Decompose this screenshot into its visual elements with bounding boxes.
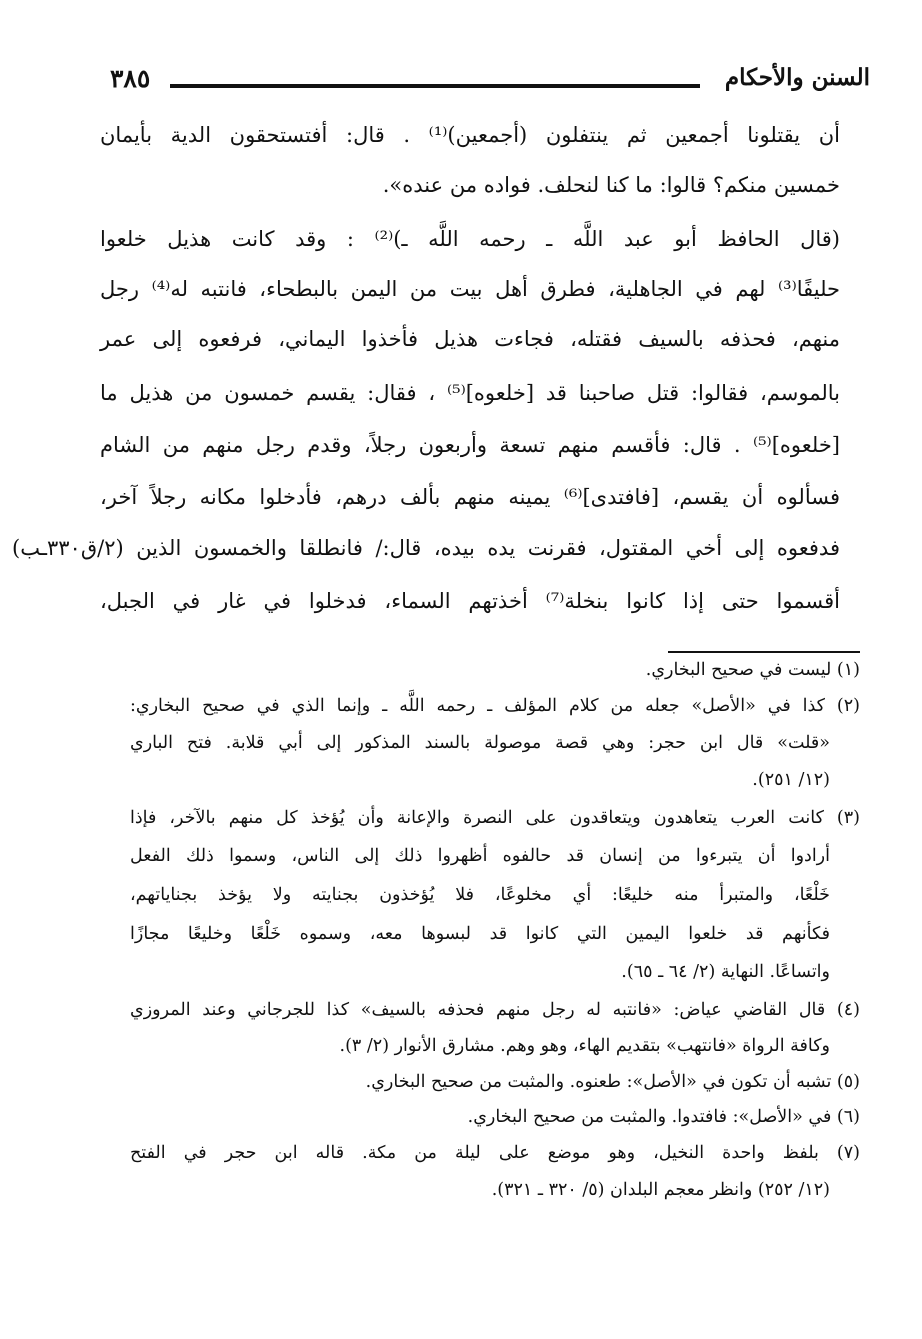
footnote-line: (٦) في «الأصل»: فافتدوا. والمثبت من صحيح البخاري. (467, 1107, 860, 1127)
footnote-line: خَلْعًا، والمتبرأ منه خليعًا: أي مخلوعًا، فلا يُؤخذون بجنايته ولا يؤخذ بجناياتهم، (130, 885, 830, 905)
page-header (110, 62, 870, 102)
body-line: خمسين منكم؟ قالوا: ما كنا لنحلف. فواده من عنده». (382, 173, 840, 197)
body-line: حليفًا⁽³⁾ لهم في الجاهلية، فطرق أهل بيت من اليمن بالبطحاء، فانتبه له⁽⁴⁾ رجل (100, 277, 841, 301)
footnote-line: أرادوا أن يتبرءوا من إنسان قد حالفوه أظهروا ذلك إلى الناس، وسموا ذلك الفعل (130, 846, 830, 866)
footnote-line: (٧) بلفظ واحدة النخيل، وهو موضع على ليلة من مكة. قاله ابن حجر في الفتح (130, 1143, 860, 1163)
body-line: أقسموا حتى إذا كانوا بنخلة⁽⁷⁾ أخذتهم السماء، فدخلوا في غار في الجبل، (100, 589, 840, 613)
body-line: [خلعوه]⁽⁵⁾ . قال: فأقسم منهم تسعة وأربعون رجلاً، وقدم رجل منهم من الشام (100, 433, 840, 457)
footnote-separator (668, 651, 860, 653)
body-line: أن يقتلونا أجمعين ثم ينتفلون (أجمعين)⁽¹⁾ . قال: أفتستحقون الدية بأيمان (100, 123, 841, 147)
footnote-line: واتساعًا. النهاية (٢/ ٦٤ ـ ٦٥). (621, 962, 830, 982)
footnote-line: فكأنهم قد خلعوا اليمين التي كانوا قد لبسوها معه، وسموه خَلْعًا وخليعًا مجازًا (130, 924, 830, 944)
body-line: فسألوه أن يقسم، [فافتدى]⁽⁶⁾ يمينه منهم بألف درهم، فأدخلوا مكانه رجلاً آخر، (100, 485, 840, 509)
footnote-line: (٤) قال القاضي عياض: «فانتبه له رجل منهم فحذفه بالسيف» كذا للجرجاني وعند المروزي (130, 1000, 860, 1020)
page-number: ٣٨٥ (110, 64, 151, 93)
footnote-line: (٢) كذا في «الأصل» جعله من كلام المؤلف ـ رحمه اللَّه ـ وإنما الذي في صحيح البخاري: (130, 696, 860, 716)
footnote-line: (٣) كانت العرب يتعاهدون ويتعاقدون على النصرة والإعانة وأن يُؤخذ كل منهم بالآخر، فإذا (130, 808, 860, 828)
body-line: فدفعوه إلى أخي المقتول، فقرنت يده بيده، قال:/ فانطلقا والخمسون الذين (٢/ق٣٣٠ـب) (12, 536, 840, 560)
footnote-line: (١) ليست في صحيح البخاري. (645, 660, 860, 680)
footnote-line: وكافة الرواة «فانتهب» بتقديم الهاء، وهو وهم. مشارق الأنوار (٢/ ٣). (339, 1036, 830, 1056)
header-rule (170, 84, 700, 88)
footnote-line: «قلت» قال ابن حجر: وهي قصة موصولة بالسند المذكور إلى أبي قلابة. فتح الباري (130, 733, 830, 753)
body-line: بالموسم، فقالوا: قتل صاحبنا قد [خلعوه]⁽⁵⁾ ، فقال: يقسم خمسون من هذيل ما (100, 381, 840, 405)
footnote-line: (٥) تشبه أن تكون في «الأصل»: طعنوه. والمثبت من صحيح البخاري. (365, 1072, 860, 1092)
body-line: منهم، فحذفه بالسيف فقتله، فجاءت هذيل فأخذوا اليماني، فرفعوه إلى عمر (100, 327, 840, 351)
footnote-line: (١٢/ ٢٥١). (752, 770, 830, 790)
footnote-line: (١٢/ ٢٥٢) وانظر معجم البلدان (٥/ ٣٢٠ ـ ٣٢١). (491, 1180, 830, 1200)
body-line: (قال الحافظ أبو عبد اللَّه ـ رحمه اللَّه ـ)⁽²⁾ : وقد كانت هذيل خلعوا (100, 227, 840, 251)
running-title: السنن والأحكام (724, 64, 870, 91)
